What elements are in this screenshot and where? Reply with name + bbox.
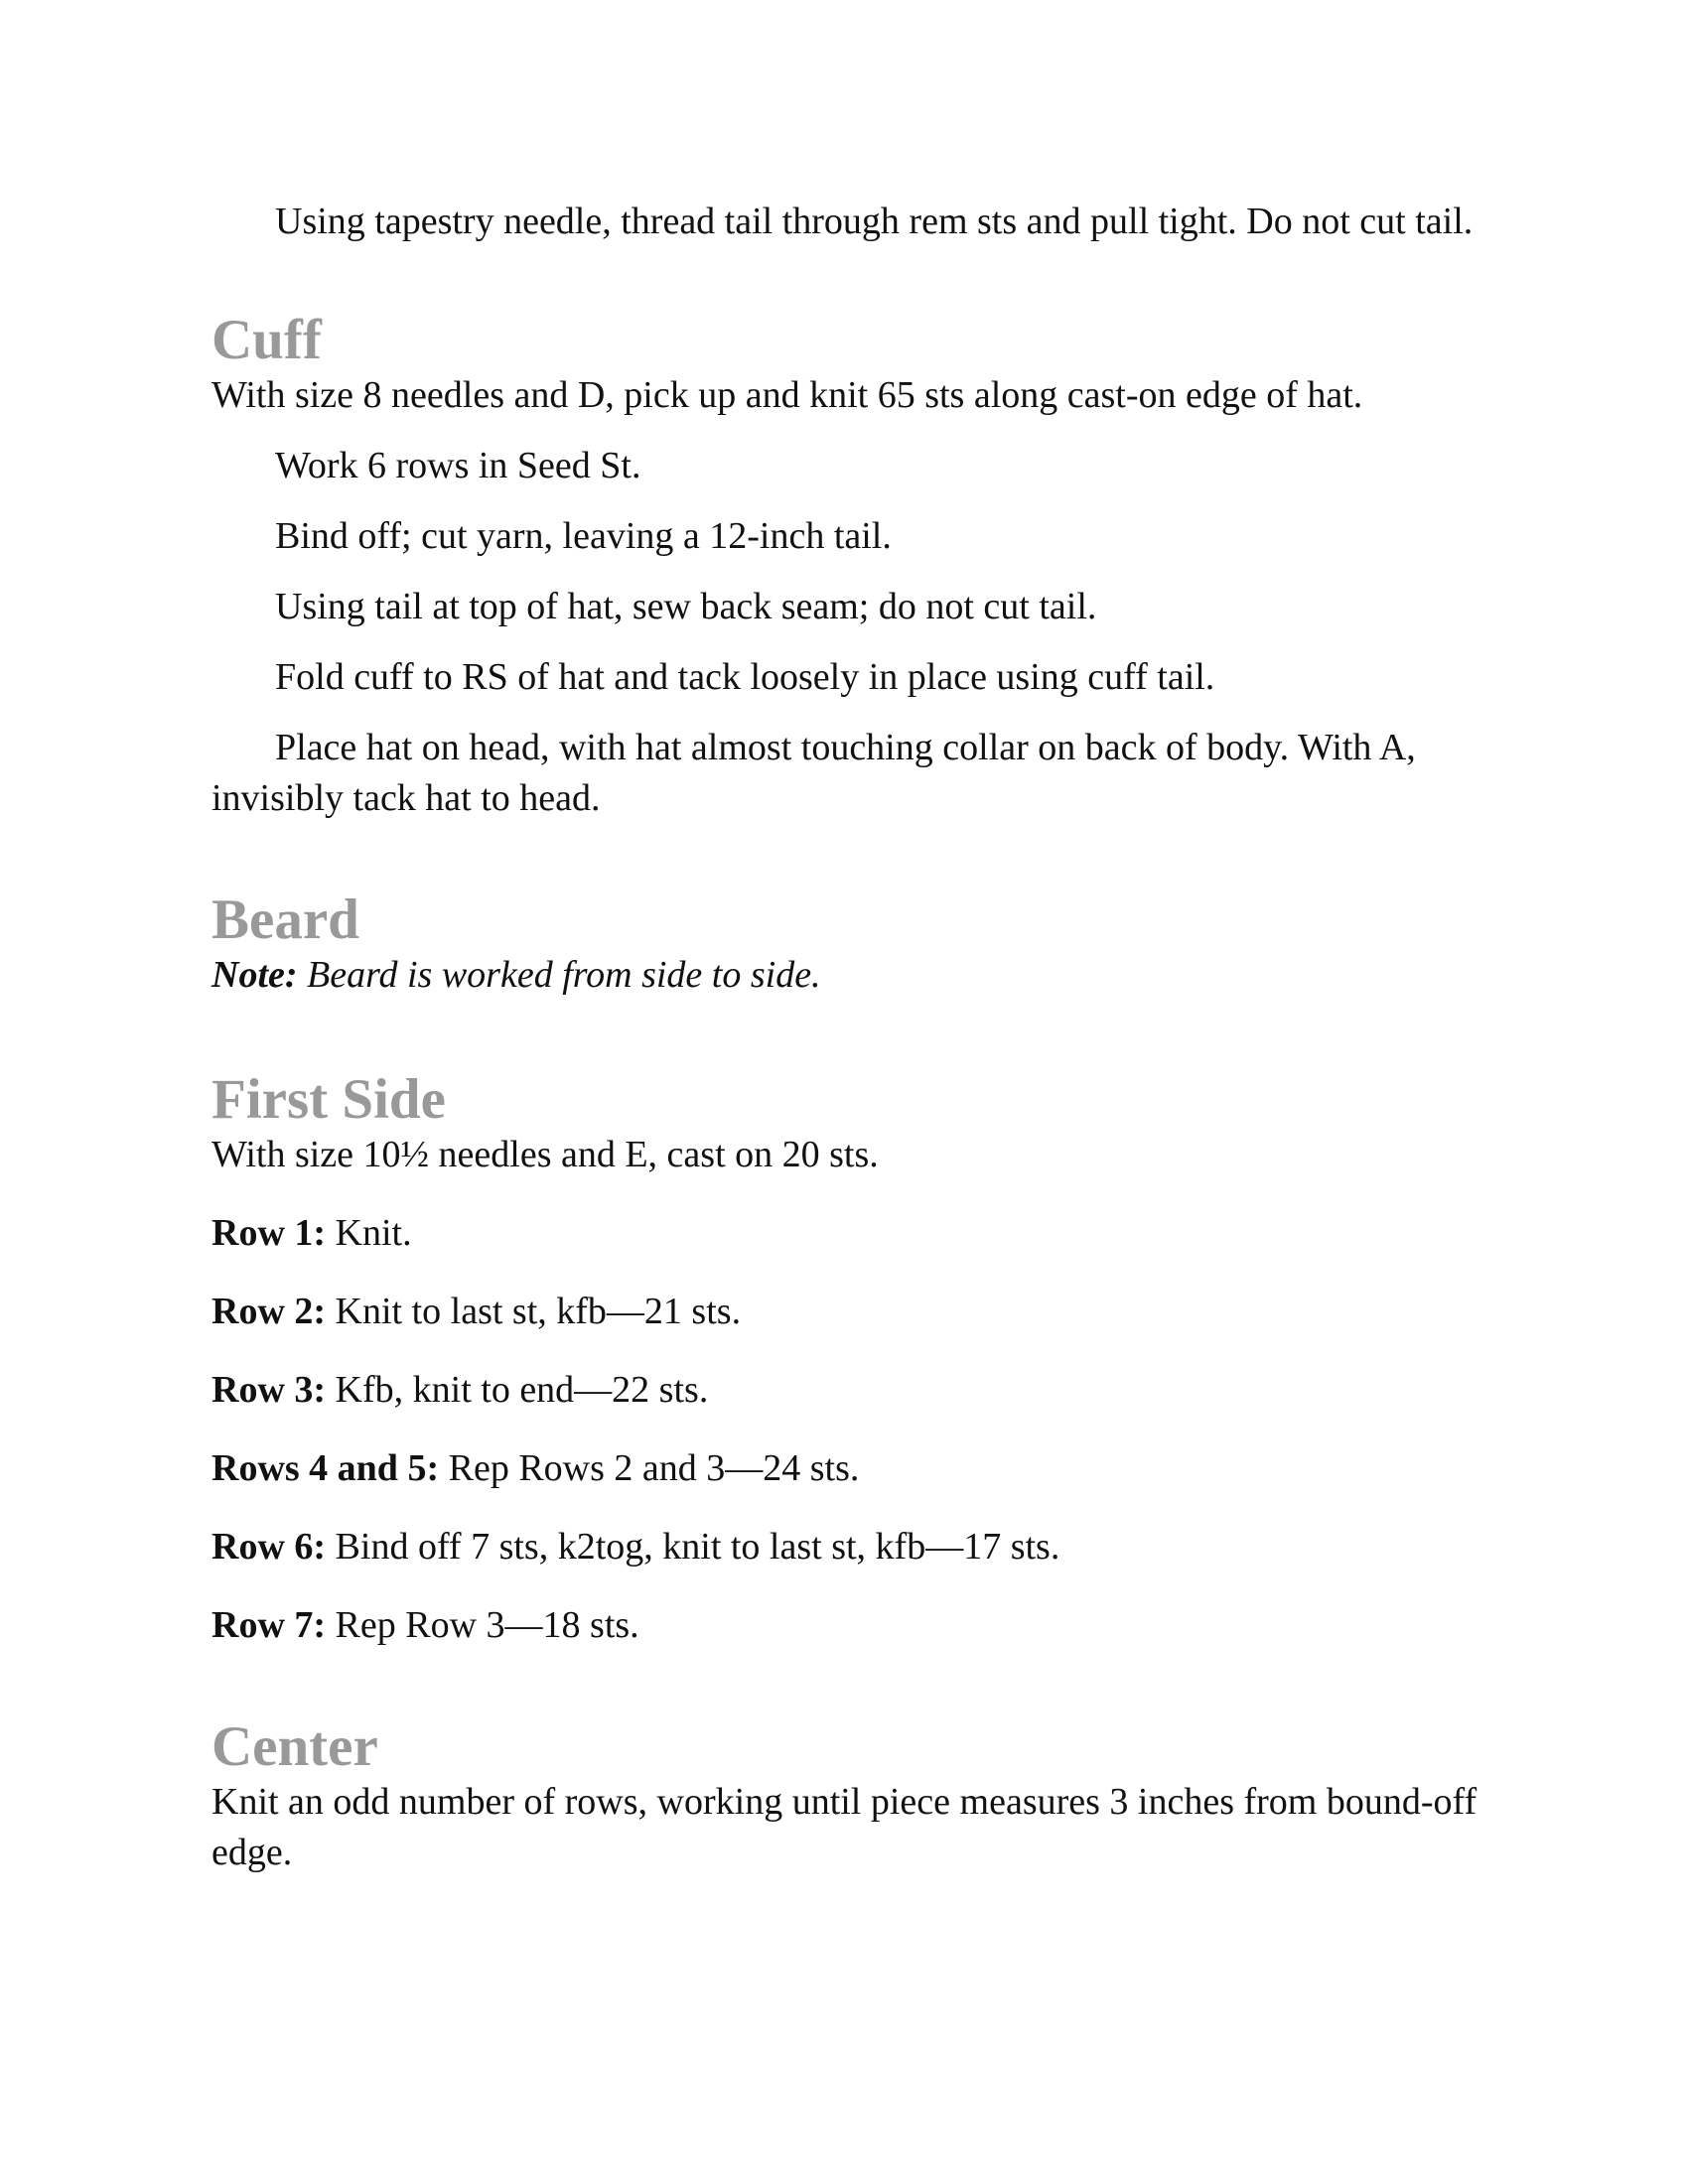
row-text: Bind off 7 sts, k2tog, knit to last st, kfb—17 sts. bbox=[335, 1526, 1060, 1568]
cuff-step: Work 6 rows in Seed St. bbox=[275, 445, 641, 486]
first-side-lead: With size 10½ needles and E, cast on 20 sts. bbox=[211, 1134, 879, 1175]
row-label: Row 6: bbox=[211, 1526, 327, 1568]
cuff-step: Bind off; cut yarn, leaving a 12-inch tail. bbox=[275, 515, 892, 557]
center-paragraph: Knit an odd number of rows, working until piece measures 3 inches from bound-off edge. bbox=[211, 1781, 1477, 1873]
intro-paragraph: Using tapestry needle, thread tail through rem sts and pull tight. Do not cut tail. bbox=[275, 201, 1474, 242]
cuff-step: Fold cuff to RS of hat and tack loosely in place using cuff tail. bbox=[275, 656, 1215, 698]
row-text: Rep Rows 2 and 3—24 sts. bbox=[448, 1447, 860, 1489]
row-instruction bbox=[211, 1365, 1502, 1416]
note-label: Note: bbox=[211, 954, 298, 996]
row-text: Rep Row 3—18 sts. bbox=[335, 1604, 639, 1646]
row-label: Row 1: bbox=[211, 1212, 327, 1254]
row-instruction bbox=[211, 1287, 1502, 1337]
row-instruction bbox=[211, 1443, 1502, 1494]
row-instruction bbox=[211, 1208, 1502, 1259]
cuff-step: Using tail at top of hat, sew back seam; do not cut tail. bbox=[275, 586, 1097, 627]
center-heading: Center bbox=[211, 1715, 378, 1778]
note-text: Beard is worked from side to side. bbox=[307, 954, 821, 996]
first-side-heading: First Side bbox=[211, 1068, 446, 1131]
beard-note bbox=[211, 950, 1502, 1001]
row-label: Rows 4 and 5: bbox=[211, 1447, 440, 1489]
content bbox=[211, 197, 1502, 1878]
row-text: Knit. bbox=[335, 1212, 412, 1254]
row-label: Row 2: bbox=[211, 1291, 327, 1332]
row-label: Row 3: bbox=[211, 1369, 327, 1411]
row-text: Knit to last st, kfb—21 sts. bbox=[335, 1291, 742, 1332]
cuff-step: Place hat on head, with hat almost touching collar on back of body. With A, invisibly tack hat to head. bbox=[211, 727, 1416, 819]
row-label: Row 7: bbox=[211, 1604, 327, 1646]
cuff-heading: Cuff bbox=[211, 309, 322, 371]
row-text: Kfb, knit to end—22 sts. bbox=[335, 1369, 709, 1411]
row-instruction bbox=[211, 1522, 1502, 1572]
row-instruction bbox=[211, 1600, 1502, 1651]
beard-heading: Beard bbox=[211, 888, 359, 951]
cuff-lead: With size 8 needles and D, pick up and knit 65 sts along cast-on edge of hat. bbox=[211, 374, 1363, 416]
